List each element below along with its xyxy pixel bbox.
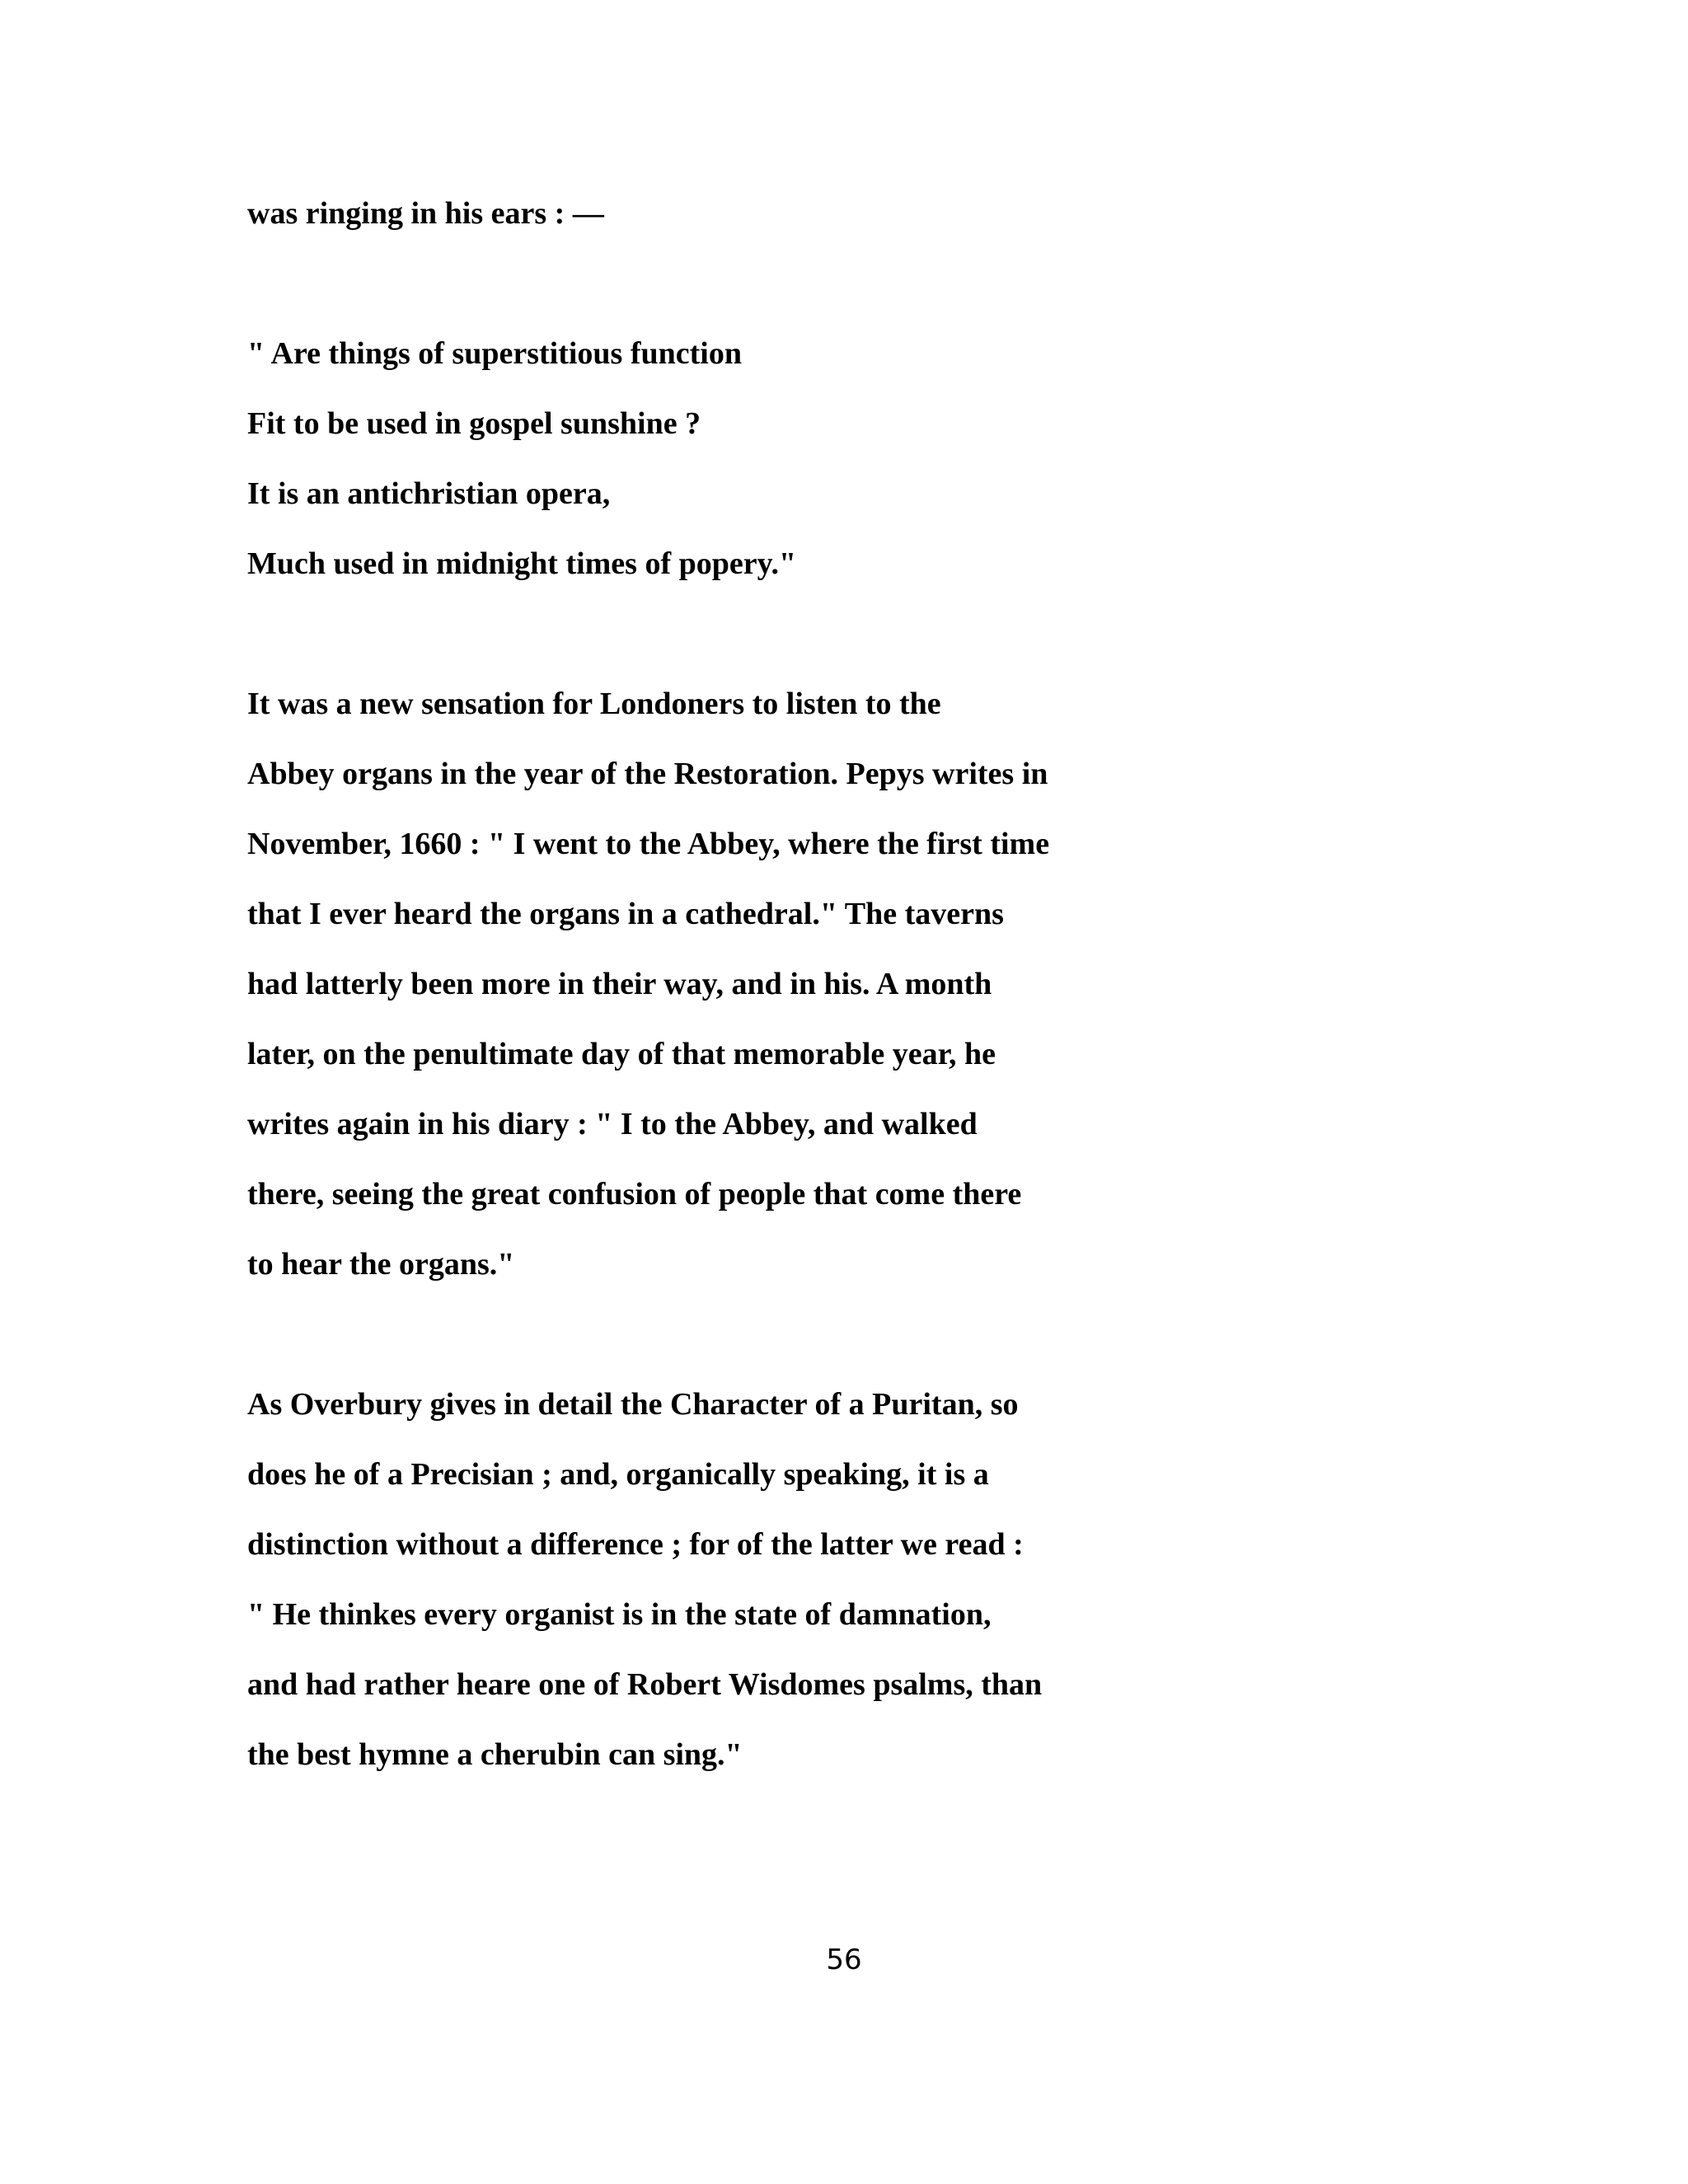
- intro-line: was ringing in his ears : —: [247, 196, 604, 231]
- paragraph-line: to hear the organs.": [247, 1247, 515, 1282]
- paragraph-line: later, on the penultimate day of that memorable year, he: [247, 1037, 996, 1071]
- paragraph-line: the best hymne a cherubin can sing.": [247, 1737, 743, 1772]
- paragraph-line: Abbey organs in the year of the Restoration. Pepys writes in: [247, 757, 1048, 791]
- paragraph-line: November, 1660 : " I went to the Abbey, where the first time: [247, 827, 1050, 861]
- paragraph-line: had latterly been more in their way, and in his. A month: [247, 967, 992, 1001]
- paragraph-line: that I ever heard the organs in a cathedral." The taverns: [247, 897, 1004, 931]
- paragraph-line: writes again in his diary : " I to the Abbey, and walked: [247, 1107, 978, 1141]
- verse-line: " Are things of superstitious function: [247, 336, 742, 371]
- paragraph-line: distinction without a difference ; for of the latter we read :: [247, 1527, 1024, 1562]
- verse-line: It is an antichristian opera,: [247, 476, 611, 511]
- page-number: 56: [826, 1943, 862, 1976]
- paragraph-line: there, seeing the great confusion of people that come there: [247, 1177, 1022, 1212]
- verse-line: Fit to be used in gospel sunshine ?: [247, 406, 701, 441]
- paragraph-line: " He thinkes every organist is in the state of damnation,: [247, 1597, 992, 1632]
- paragraph-line: As Overbury gives in detail the Character of a Puritan, so: [247, 1387, 1019, 1422]
- paragraph-line: and had rather heare one of Robert Wisdomes psalms, than: [247, 1667, 1043, 1702]
- paragraph-line: does he of a Precisian ; and, organically speaking, it is a: [247, 1457, 989, 1492]
- verse-line: Much used in midnight times of popery.": [247, 546, 797, 581]
- paragraph-line: It was a new sensation for Londoners to listen to the: [247, 687, 941, 721]
